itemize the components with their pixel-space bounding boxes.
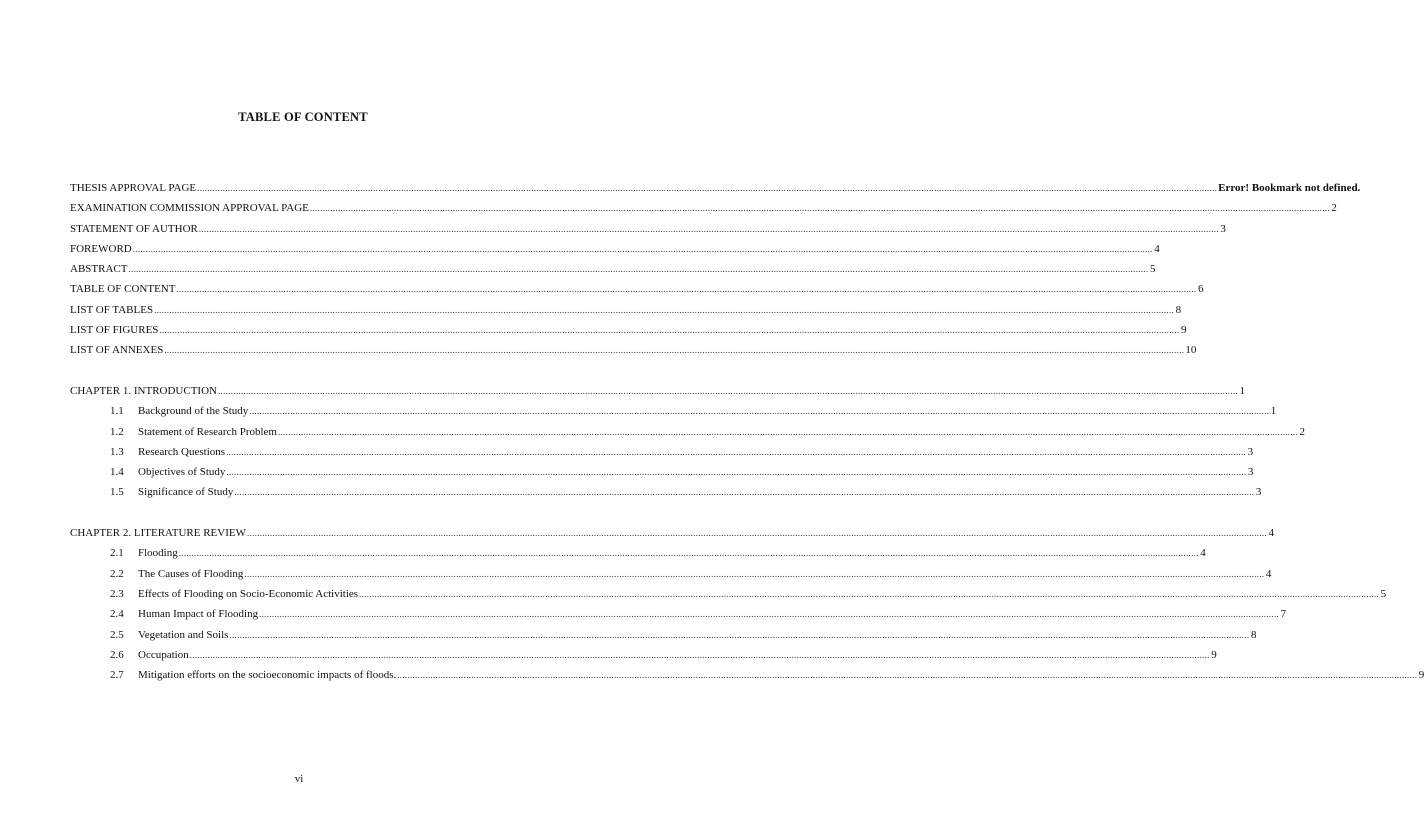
dot-leader: ................................................................................................................................................................................................................................................................................................................................................................................................................: [309, 203, 1330, 214]
toc-entry-page: 6: [1197, 283, 1204, 296]
dot-leader: ................................................................................................................................................................................................................................................................................................................................................................................................................: [198, 223, 1219, 234]
toc-entry[interactable]: [70, 303, 1182, 324]
toc-chapter-entry[interactable]: [70, 527, 1274, 547]
toc-entry-page: Error! Bookmark not defined.: [1218, 182, 1361, 194]
section-number: 2.1: [110, 547, 124, 560]
toc-entry-label: Occupation: [138, 648, 189, 661]
toc-entry[interactable]: [70, 283, 1204, 303]
dot-leader: ................................................................................................................................................................................................................................................................................................................................................................................................................: [159, 325, 1180, 336]
toc-entry-label: EXAMINATION COMMISSION APPROVAL PAGE: [70, 202, 309, 215]
toc-section-entry[interactable]: [70, 466, 1254, 486]
toc-entry-label: Flooding: [138, 547, 178, 560]
toc-section-entry[interactable]: [70, 445, 1254, 466]
toc-entry-label: LIST OF ANNEXES: [70, 344, 164, 357]
dot-leader: ................................................................................................................................................................................................................................................................................................................................................................................................................: [226, 467, 1247, 478]
dot-leader: ................................................................................................................................................................................................................................................................................................................................................................................................................: [132, 243, 1153, 254]
toc-entry-label: TABLE OF CONTENT: [70, 283, 176, 296]
section-number: 2.3: [110, 587, 124, 600]
toc-entry-page: 9: [1418, 669, 1424, 682]
section-number: 1.4: [110, 466, 124, 479]
toc-entry-page: 8: [1250, 628, 1257, 641]
toc-section-entry[interactable]: [70, 405, 1277, 425]
toc-chapter-entry[interactable]: [70, 384, 1245, 405]
toc-entry-page: 8: [1175, 303, 1182, 316]
toc-entry-page: 5: [1149, 263, 1156, 276]
dot-leader: ................................................................................................................................................................................................................................................................................................................................................................................................................: [229, 629, 1250, 640]
dot-leader: ................................................................................................................................................................................................................................................................................................................................................................................................................: [359, 588, 1380, 599]
section-number: 2.2: [110, 567, 124, 580]
page-number: vi: [294, 773, 304, 785]
dot-leader: ................................................................................................................................................................................................................................................................................................................................................................................................................: [178, 548, 1199, 559]
toc-section-entry[interactable]: [70, 567, 1272, 588]
dot-leader: ................................................................................................................................................................................................................................................................................................................................................................................................................: [197, 183, 1218, 193]
section-number: 2.4: [110, 608, 124, 621]
toc-entry-label: FOREWORD: [70, 242, 132, 255]
section-number: 1.1: [110, 405, 124, 418]
dot-leader: ................................................................................................................................................................................................................................................................................................................................................................................................................: [234, 487, 1255, 498]
toc-entry[interactable]: [70, 242, 1160, 263]
toc-entry-page: 9: [1180, 324, 1187, 337]
toc-section-entry[interactable]: [70, 587, 1387, 608]
toc-entry-page: 5: [1380, 587, 1387, 600]
toc-entry-label: Effects of Flooding on Socio-Economic Activities: [138, 587, 359, 600]
toc-entry-page: 4: [1200, 547, 1206, 560]
dot-leader: ................................................................................................................................................................................................................................................................................................................................................................................................................: [226, 446, 1247, 457]
dot-leader: ................................................................................................................................................................................................................................................................................................................................................................................................................: [154, 304, 1175, 315]
toc-entry-page: 7: [1280, 608, 1287, 621]
toc-entry-label: LIST OF TABLES: [70, 303, 154, 316]
toc-entry-page: 9: [1211, 648, 1217, 661]
toc-section-entry[interactable]: [70, 628, 1257, 649]
toc-entry-label: Statement of Research Problem: [138, 425, 277, 438]
dot-leader: ................................................................................................................................................................................................................................................................................................................................................................................................................: [189, 649, 1210, 660]
dot-leader: ................................................................................................................................................................................................................................................................................................................................................................................................................: [397, 670, 1418, 681]
toc-entry-page: 2: [1331, 202, 1337, 215]
toc-entry-label: The Causes of Flooding: [138, 567, 244, 580]
toc-section-entry[interactable]: [70, 648, 1217, 669]
toc-entry[interactable]: [70, 222, 1226, 243]
toc-entry-page: 3: [1220, 222, 1226, 235]
toc-entry-label: LIST OF FIGURES: [70, 324, 159, 337]
toc-entry-label: STATEMENT OF AUTHOR: [70, 222, 198, 235]
table-of-contents: [70, 182, 1424, 689]
toc-entry[interactable]: [70, 263, 1156, 283]
toc-entry-label: Significance of Study: [138, 486, 234, 499]
toc-entry-page: 2: [1299, 425, 1305, 438]
section-number: 1.3: [110, 445, 124, 458]
toc-entry[interactable]: [70, 344, 1197, 364]
dot-leader: ................................................................................................................................................................................................................................................................................................................................................................................................................: [246, 528, 1267, 539]
toc-section-entry[interactable]: [70, 608, 1287, 628]
toc-entry-page: 4: [1268, 527, 1274, 540]
toc-section-entry[interactable]: [70, 486, 1262, 506]
toc-entry-label: Mitigation efforts on the socioeconomic impacts of floods.: [138, 669, 397, 682]
toc-entry-label: Human Impact of Flooding: [138, 608, 259, 621]
toc-entry-page: 4: [1154, 242, 1160, 255]
dot-leader: ................................................................................................................................................................................................................................................................................................................................................................................................................: [164, 345, 1185, 356]
dot-leader: ................................................................................................................................................................................................................................................................................................................................................................................................................: [128, 264, 1149, 275]
toc-entry-label: Vegetation and Soils: [138, 628, 229, 641]
section-number: 1.5: [110, 486, 124, 499]
dot-leader: ................................................................................................................................................................................................................................................................................................................................................................................................................: [244, 568, 1265, 579]
toc-entry-label: Background of the Study: [138, 405, 249, 418]
toc-entry-label: Objectives of Study: [138, 466, 226, 479]
toc-entry[interactable]: [70, 324, 1187, 344]
toc-entry[interactable]: [70, 202, 1337, 222]
toc-entry-page: 1: [1239, 384, 1245, 397]
section-number: 1.2: [110, 425, 124, 438]
page-title: TABLE OF CONTENT: [238, 110, 368, 124]
toc-section-entry[interactable]: [70, 547, 1206, 567]
toc-entry[interactable]: [70, 182, 1361, 202]
toc-entry-page: 4: [1265, 567, 1272, 580]
toc-entry-label: Research Questions: [138, 445, 226, 458]
toc-section-entry[interactable]: [70, 425, 1305, 446]
dot-leader: ................................................................................................................................................................................................................................................................................................................................................................................................................: [259, 609, 1280, 620]
toc-entry-page: 1: [1270, 405, 1277, 418]
dot-leader: ................................................................................................................................................................................................................................................................................................................................................................................................................: [176, 284, 1197, 295]
toc-entry-label: ABSTRACT: [70, 263, 128, 276]
dot-leader: ................................................................................................................................................................................................................................................................................................................................................................................................................: [217, 385, 1238, 396]
toc-entry-page: 3: [1247, 466, 1254, 479]
toc-entry-label: CHAPTER 1. INTRODUCTION: [70, 384, 217, 397]
dot-leader: ................................................................................................................................................................................................................................................................................................................................................................................................................: [278, 426, 1298, 437]
dot-leader: ................................................................................................................................................................................................................................................................................................................................................................................................................: [249, 406, 1270, 417]
toc-section-entry[interactable]: [70, 669, 1424, 689]
toc-entry-page: 3: [1255, 486, 1262, 499]
toc-entry-label: THESIS APPROVAL PAGE: [70, 182, 197, 194]
section-number: 2.7: [110, 669, 124, 682]
section-number: 2.6: [110, 648, 124, 661]
toc-entry-page: 10: [1185, 344, 1197, 357]
section-number: 2.5: [110, 628, 124, 641]
toc-entry-label: CHAPTER 2. LITERATURE REVIEW: [70, 527, 246, 540]
toc-entry-page: 3: [1247, 445, 1254, 458]
